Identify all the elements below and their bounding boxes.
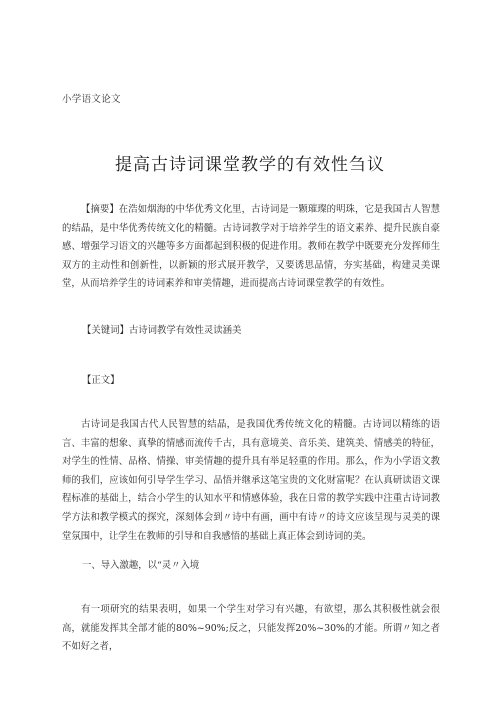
category-label: 小学语文论文 — [62, 94, 121, 105]
keywords-line — [82, 322, 440, 341]
keywords-label: 【关键词】 — [82, 325, 129, 336]
abstract-paragraph — [62, 201, 440, 294]
section-heading: 一、导入激趣，以“灵〃入境 — [82, 560, 200, 571]
intro-paragraph: 古诗词是我国古代人民智慧的结晶，是我国优秀传统文化的精髓。古诗词以精练的语言、丰富的想象、真挚的情感而流传千古，具有意境美、音乐美、建筑美、情感美的特征，对学生的性情、品格、情操、审美情趣的提升具有举足轻重的作用。那么，作为小学语文教师的我们，应该如何引导学生学习、品悟并继承这笔宝贵的文化财富呢？在认真研读语文课程标准的基础上，结合小学生的认知水平和情感体验，我在日常的教学实践中注重古诗词教学方法和教学模式的探究，深刻体会到〃诗中有画，画中有诗〃的诗文应该呈现与灵美的课堂氛围中，让学生在教师的引导和自我感悟的基础上真正体会到诗词的美。 — [62, 419, 440, 542]
section-paragraph: 有一项研究的结果表明，如果一个学生对学习有兴趣，有欲望，那么其积极性就会很高，就能发挥其全部才能的80%~90%;反之，只能发挥20%~30%的才能。所谓〃知之者不如好之者， — [62, 604, 440, 653]
page-title: 提高古诗词课堂教学的有效性刍议 — [115, 155, 385, 175]
abstract-label: 【摘要】 — [81, 204, 119, 215]
abstract-text: 在浩如烟海的中华优秀文化里，古诗词是一颗璀璨的明珠，它是我国古人智慧的结晶，是中华优秀传统文化的精髓。古诗词教学对于培养学生的语文素养、提升民族自豪感、增强学习语文的兴趣等多方面都起到积极的促进作用。教师在教学中既要充分发挥师生双方的主动性和创新性，以新颖的形式展开教学，又要诱思品情，夯实基础，构建灵美课堂，从而培养学生的诗词素养和审美情趣，进而提高古诗词课堂教学的有效性。 — [62, 204, 440, 290]
body-label: 【正文】 — [82, 375, 120, 386]
keywords-text: 古诗词教学有效性灵读涵美 — [128, 325, 242, 336]
